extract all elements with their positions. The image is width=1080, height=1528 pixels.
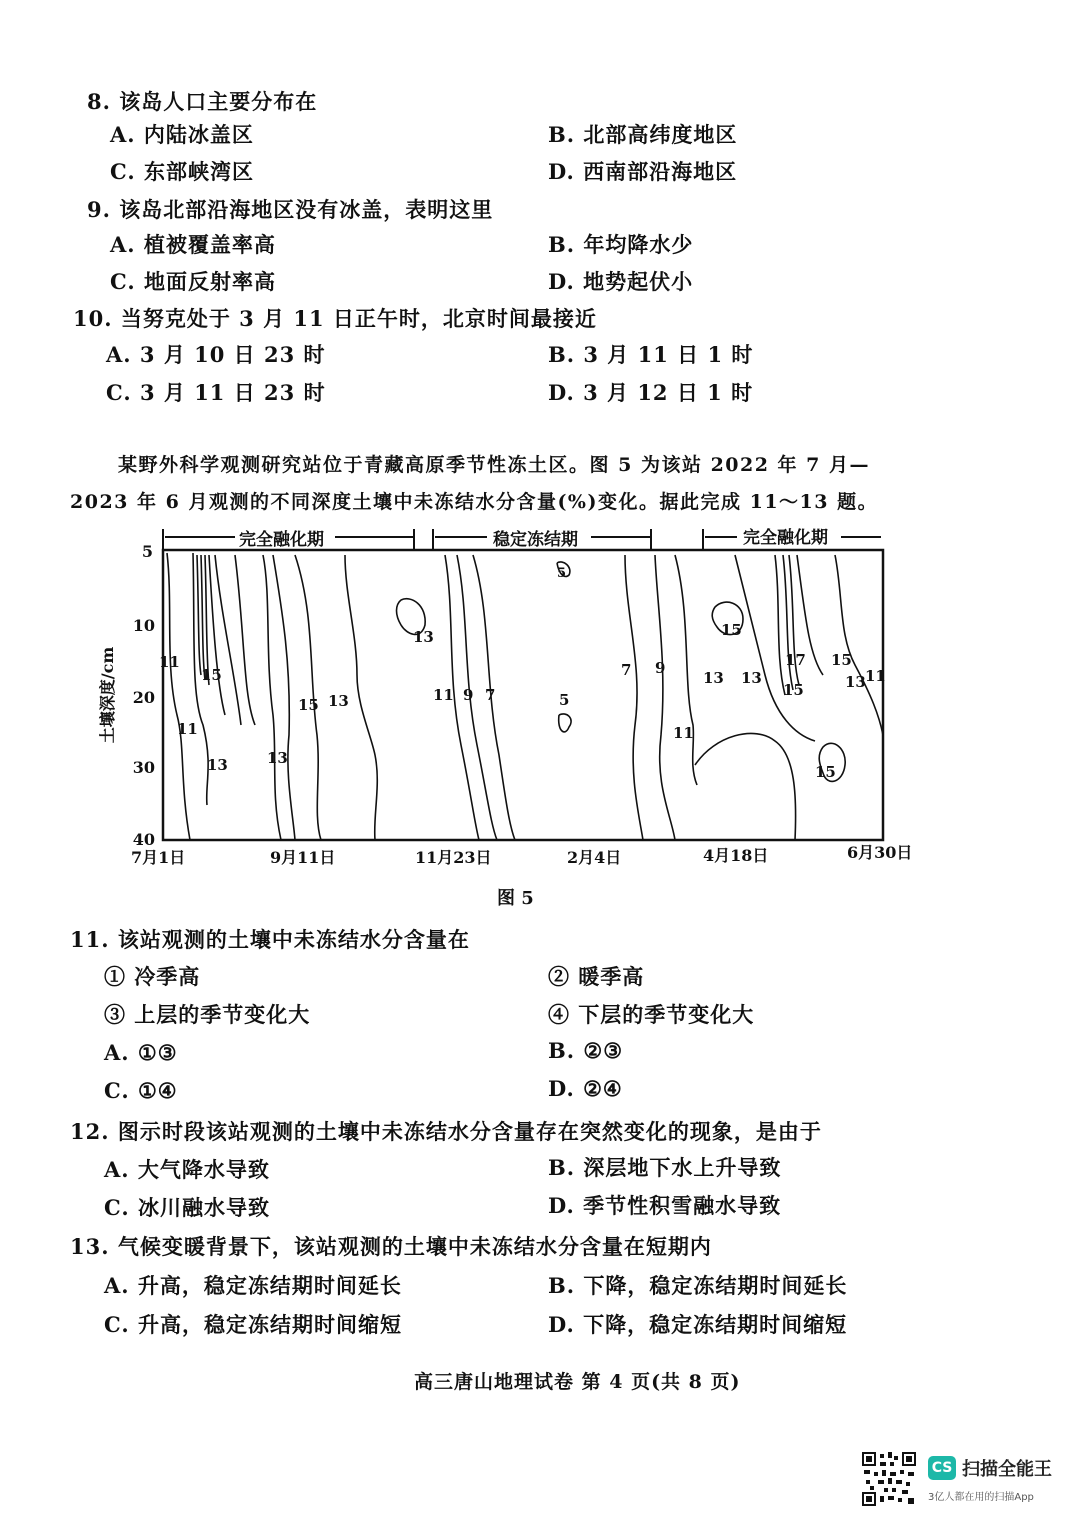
contour-label: 13 [207,756,228,774]
question-11-option-c: C. ①④ [104,1078,178,1103]
intro-line-1: 某野外科学观测研究站位于青藏高原季节性冻土区。图 5 为该站 2022 年 7 月— [118,454,871,476]
y-tick-40: 40 [132,830,155,849]
question-10-option-a: A. 3 月 10 日 23 时 [106,342,326,367]
camscanner-logo-icon: CS [928,1456,956,1480]
intro-line-2: 2023 年 6 月观测的不同深度土壤中未冻结水分含量(%)变化。据此完成 11～13 题。 [70,491,879,513]
question-11-statement-2: ② 暖季高 [548,964,645,989]
contour-label: 15 [815,763,836,781]
question-9-option-d: D. 地势起伏小 [548,269,694,294]
x-tick-feb4: 2月4日 [567,848,622,867]
question-11-option-d: D. ②④ [548,1076,623,1101]
x-tick-jun30: 6月30日 [847,843,913,862]
question-13-option-d: D. 下降，稳定冻结期时间缩短 [548,1312,848,1337]
question-11-option-b: B. ②③ [548,1038,624,1063]
contour-label: 17 [785,651,806,669]
question-12-option-d: D. 季节性积雪融水导致 [548,1193,782,1218]
scanner-app-tagline: 3亿人都在用的扫描App [928,1492,1034,1503]
question-10-option-d: D. 3 月 12 日 1 时 [548,380,754,405]
contour-lines [167,553,883,840]
question-9-option-a: A. 植被覆盖率高 [110,232,276,257]
period-label-thaw-2: 完全融化期 [743,528,828,548]
contour-label: 7 [485,686,496,704]
question-12-option-a: A. 大气降水导致 [104,1157,270,1182]
qr-code-icon [862,1452,916,1506]
y-tick-30: 30 [132,758,155,777]
contour-label: 5 [557,566,567,581]
contour-label: 7 [621,661,632,679]
period-label-frozen: 稳定冻结期 [493,530,578,550]
question-12-stem: 12. 图示时段该站观测的土壤中未冻结水分含量存在突然变化的现象，是由于 [70,1119,822,1144]
contour-label: 15 [721,621,742,639]
contour-label: 13 [328,692,349,710]
x-tick-apr18: 4月18日 [703,846,769,865]
question-11-option-a: A. ①③ [104,1040,178,1065]
contour-label: 11 [673,724,694,742]
question-8-option-b: B. 北部高纬度地区 [548,122,738,147]
question-8-option-d: D. 西南部沿海地区 [548,159,738,184]
question-13-option-c: C. 升高，稳定冻结期时间缩短 [104,1312,402,1337]
contour-label: 15 [298,696,319,714]
x-tick-jul1: 7月1日 [131,848,186,867]
contour-label: 11 [865,667,886,685]
question-9-option-c: C. 地面反射率高 [110,269,276,294]
question-8-stem: 8. 该岛人口主要分布在 [87,89,318,114]
contour-label: 15 [201,666,222,684]
contour-label: 11 [433,686,454,704]
question-11-stem: 11. 该站观测的土壤中未冻结水分含量在 [70,927,470,952]
question-12-option-b: B. 深层地下水上升导致 [548,1155,782,1180]
scanner-watermark [862,1452,1062,1512]
contour-label: 15 [831,651,852,669]
page-footer: 高三唐山地理试卷 第 4 页(共 8 页) [414,1371,741,1393]
question-12-option-c: C. 冰川融水导致 [104,1195,270,1220]
y-tick-20: 20 [132,688,155,707]
y-tick-5: 5 [141,542,153,561]
contour-label: 13 [741,669,762,687]
figure-caption: 图 5 [497,888,534,909]
question-11-statement-3: ③ 上层的季节变化大 [104,1002,311,1027]
question-8-option-c: C. 东部峡湾区 [110,159,254,184]
contour-label: 15 [783,681,804,699]
question-10-option-c: C. 3 月 11 日 23 时 [106,380,326,405]
contour-label: 13 [413,628,434,646]
question-8-option-a: A. 内陆冰盖区 [110,122,254,147]
question-13-option-b: B. 下降，稳定冻结期时间延长 [548,1273,848,1298]
question-13-stem: 13. 气候变暖背景下，该站观测的土壤中未冻结水分含量在短期内 [70,1234,712,1259]
scanner-app-name: 扫描全能王 [962,1459,1052,1480]
contour-label: 13 [703,669,724,687]
contour-label: 11 [177,720,198,738]
contour-label: 9 [655,659,666,677]
question-11-statement-1: ① 冷季高 [104,964,201,989]
period-label-thaw-1: 完全融化期 [239,530,324,550]
x-tick-sep11: 9月11日 [270,848,336,867]
contour-label: 5 [559,691,570,709]
question-9-stem: 9. 该岛北部沿海地区没有冰盖，表明这里 [87,197,494,222]
question-10-option-b: B. 3 月 11 日 1 时 [548,342,754,367]
y-axis-label: 土壤深度/cm [98,646,117,744]
question-9-option-b: B. 年均降水少 [548,232,694,257]
contour-label: 13 [267,749,288,767]
contour-label: 13 [845,673,866,691]
contour-label: 9 [463,686,474,704]
figure-5-contour-chart [95,515,925,870]
question-10-stem: 10. 当努克处于 3 月 11 日正午时，北京时间最接近 [73,306,597,331]
question-13-option-a: A. 升高，稳定冻结期时间延长 [104,1273,402,1298]
y-tick-10: 10 [132,616,155,635]
contour-label: 11 [159,653,180,671]
x-tick-nov23: 11月23日 [415,848,492,867]
question-11-statement-4: ④ 下层的季节变化大 [548,1002,755,1027]
